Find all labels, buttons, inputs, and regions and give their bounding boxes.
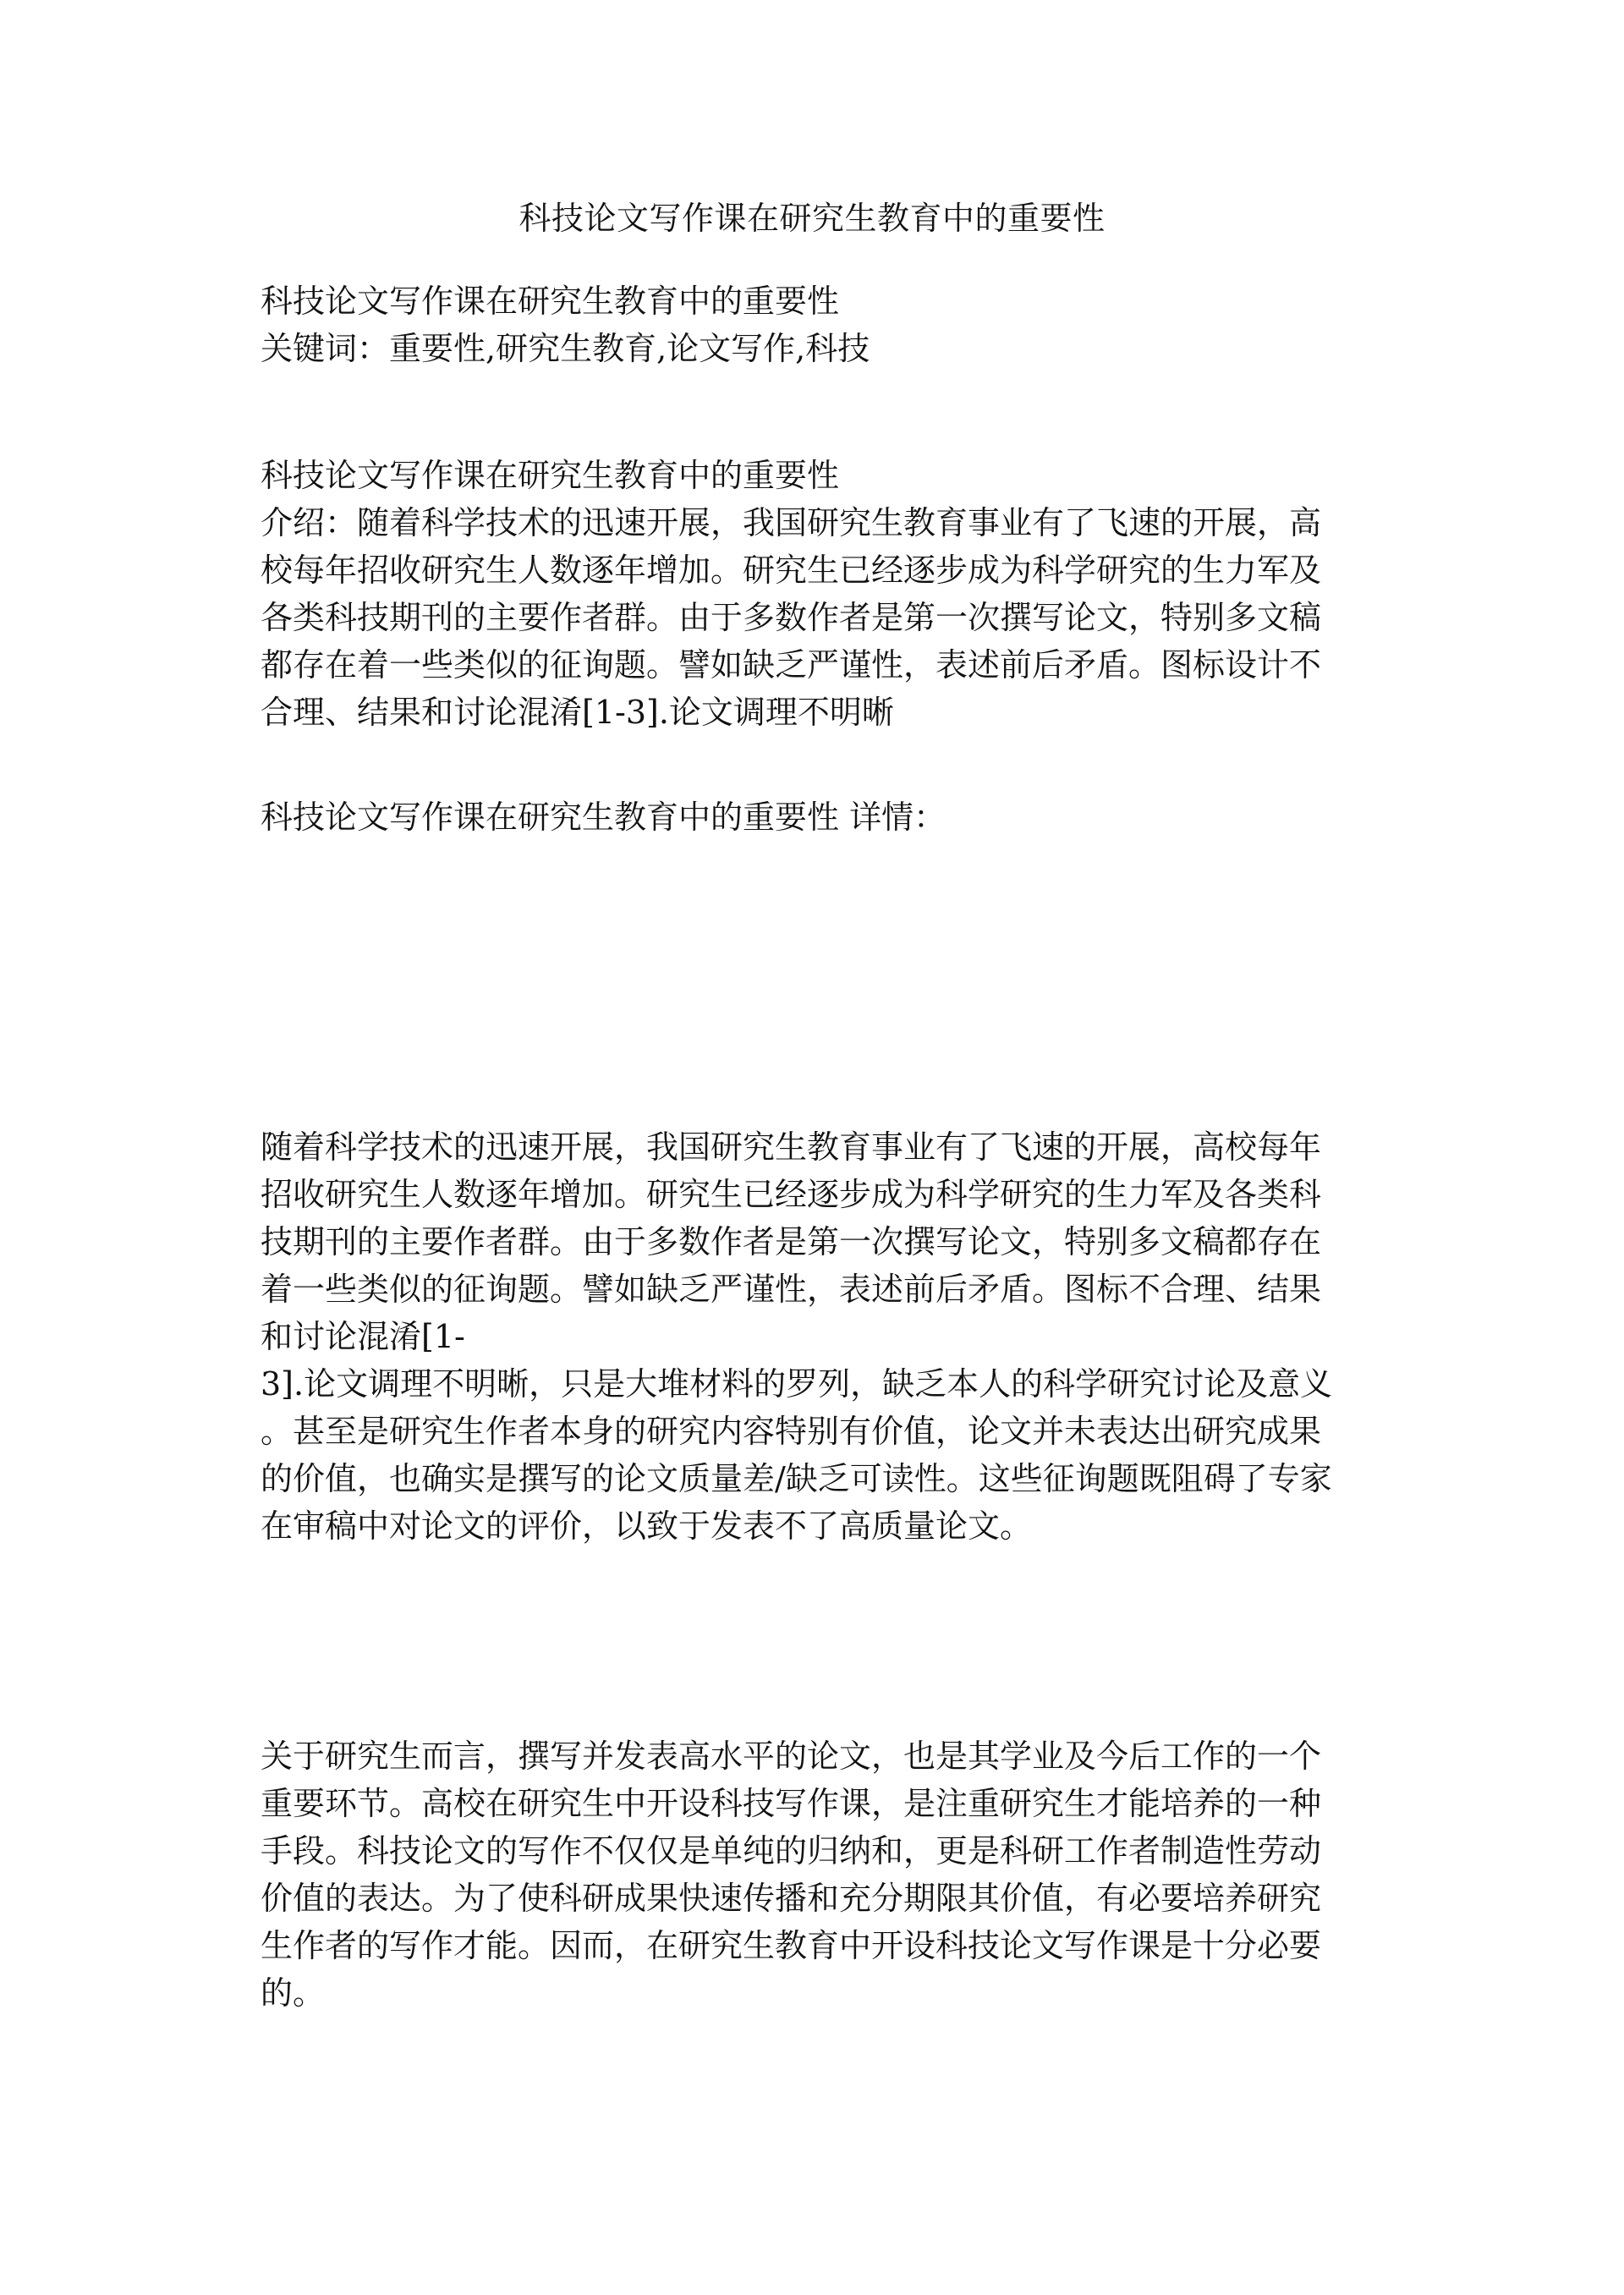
meta-section <box>261 277 1369 372</box>
keywords-line: 关键词：重要性,研究生教育,论文写作,科技 <box>261 330 870 367</box>
intro-section <box>261 452 1369 736</box>
paragraph-line: 的。 <box>261 1974 326 2012</box>
paragraph-line: 招收研究生人数逐年增加。研究生已经逐步成为科学研究的生力军及各类科 <box>261 1176 1322 1213</box>
intro-line: 各类科技期刊的主要作者群。由于多数作者是第一次撰写论文，特别多文稿 <box>261 599 1322 636</box>
paragraph-line: 技期刊的主要作者群。由于多数作者是第一次撰写论文，特别多文稿都存在 <box>261 1223 1322 1260</box>
body-paragraph-2 <box>261 1732 1369 2017</box>
paragraph-line: 重要环节。高校在研究生中开设科技写作课，是注重研究生才能培养的一种 <box>261 1785 1322 1822</box>
paragraph-line: 随着科学技术的迅速开展，我国研究生教育事业有了飞速的开展，高校每年 <box>261 1128 1322 1166</box>
subtitle: 科技论文写作课在研究生教育中的重要性 <box>261 283 840 320</box>
paragraph-line: 生作者的写作才能。因而，在研究生教育中开设科技论文写作课是十分必要 <box>261 1927 1322 1964</box>
body-paragraph-1 <box>261 1123 1369 1550</box>
intro-line: 校每年招收研究生人数逐年增加。研究生已经逐步成为科学研究的生力军及 <box>261 552 1322 589</box>
paragraph-line: 在审稿中对论文的评价，以致于发表不了高质量论文。 <box>261 1507 1033 1545</box>
paragraph-line: 着一些类似的征询题。譬如缺乏严谨性，表述前后矛盾。图标不合理、结果 <box>261 1271 1322 1308</box>
details-heading <box>261 793 1369 841</box>
paragraph-line: 价值的表达。为了使科研成果快速传播和充分期限其价值，有必要培养研究 <box>261 1880 1322 1917</box>
document-title: 科技论文写作课在研究生教育中的重要性 <box>518 200 1106 237</box>
paragraph-line: 的价值，也确实是撰写的论文质量差/缺乏可读性。这些征询题既阻碍了专家 <box>261 1460 1332 1497</box>
paragraph-line: 手段。科技论文的写作不仅仅是单纯的归纳和，更是科研工作者制造性劳动 <box>261 1832 1322 1869</box>
paragraph-line: 关于研究生而言，撰写并发表高水平的论文，也是其学业及今后工作的一个 <box>261 1738 1322 1775</box>
intro-line: 介绍：随着科学技术的迅速开展，我国研究生教育事业有了飞速的开展，高 <box>261 504 1322 541</box>
intro-line: 都存在着一些类似的征询题。譬如缺乏严谨性，表述前后矛盾。图标设计不 <box>261 646 1322 684</box>
paragraph-line: 和讨论混淆[1- <box>261 1318 465 1355</box>
intro-line: 合理、结果和讨论混淆[1-3].论文调理不明晰 <box>261 694 894 731</box>
details-heading-text: 科技论文写作课在研究生教育中的重要性 详情： <box>261 799 946 836</box>
paragraph-line: 3].论文调理不明晰，只是大堆材料的罗列，缺乏本人的科学研究讨论及意义 <box>261 1365 1333 1403</box>
intro-heading: 科技论文写作课在研究生教育中的重要性 <box>261 457 840 494</box>
paragraph-line: 。甚至是研究生作者本身的研究内容特别有价值，论文并未表达出研究成果 <box>261 1413 1322 1450</box>
